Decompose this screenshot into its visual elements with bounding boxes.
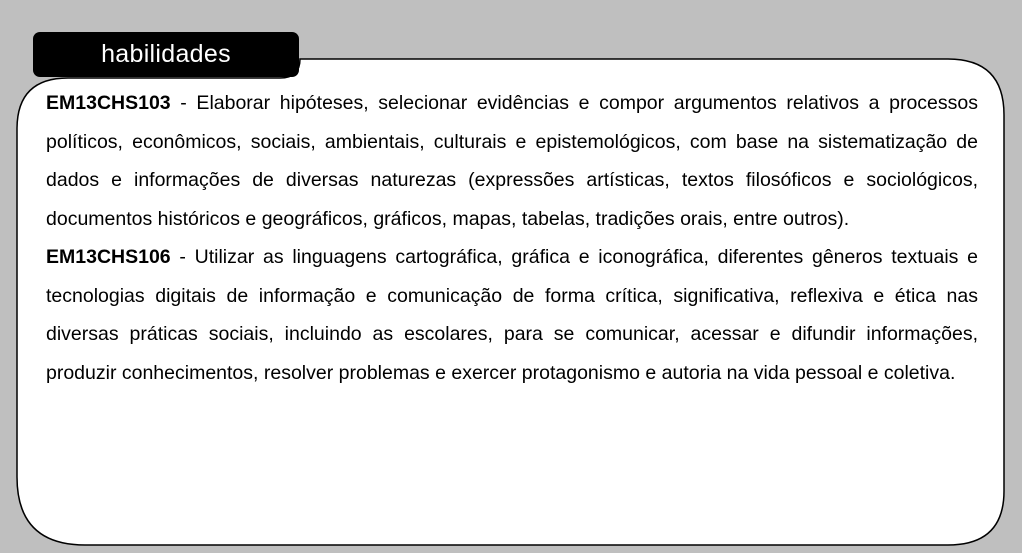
section-tab [33,32,299,77]
skill-item [46,84,978,238]
skill-code: EM13CHS106 [46,246,171,268]
section-tab-label: habilidades [101,40,231,68]
skill-description: - Elaborar hipóteses, selecionar evidências e compor argumentos relativos a processos políticos, econômicos, sociais, ambientais, culturais e epistemológicos, com base na sistematização de dados e informações de diversas naturezas (expressões artísticas, textos filosóficos e sociológicos, documentos históricos e geográficos, gráficos, mapas, tabelas, tradições orais, entre outros). [46,92,978,230]
skill-item [46,238,978,392]
skills-list [46,84,978,392]
skill-code: EM13CHS103 [46,92,171,114]
skill-description: - Utilizar as linguagens cartográfica, gráfica e iconográfica, diferentes gêneros textuais e tecnologias digitais de informação e comunicação de forma crítica, significativa, reflexiva e ética nas diversas práticas sociais, incluindo as escolares, para se comunicar, acessar e difundir informações, produzir conhecimentos, resolver problemas e exercer protagonismo e autoria na vida pessoal e coletiva. [46,246,978,384]
